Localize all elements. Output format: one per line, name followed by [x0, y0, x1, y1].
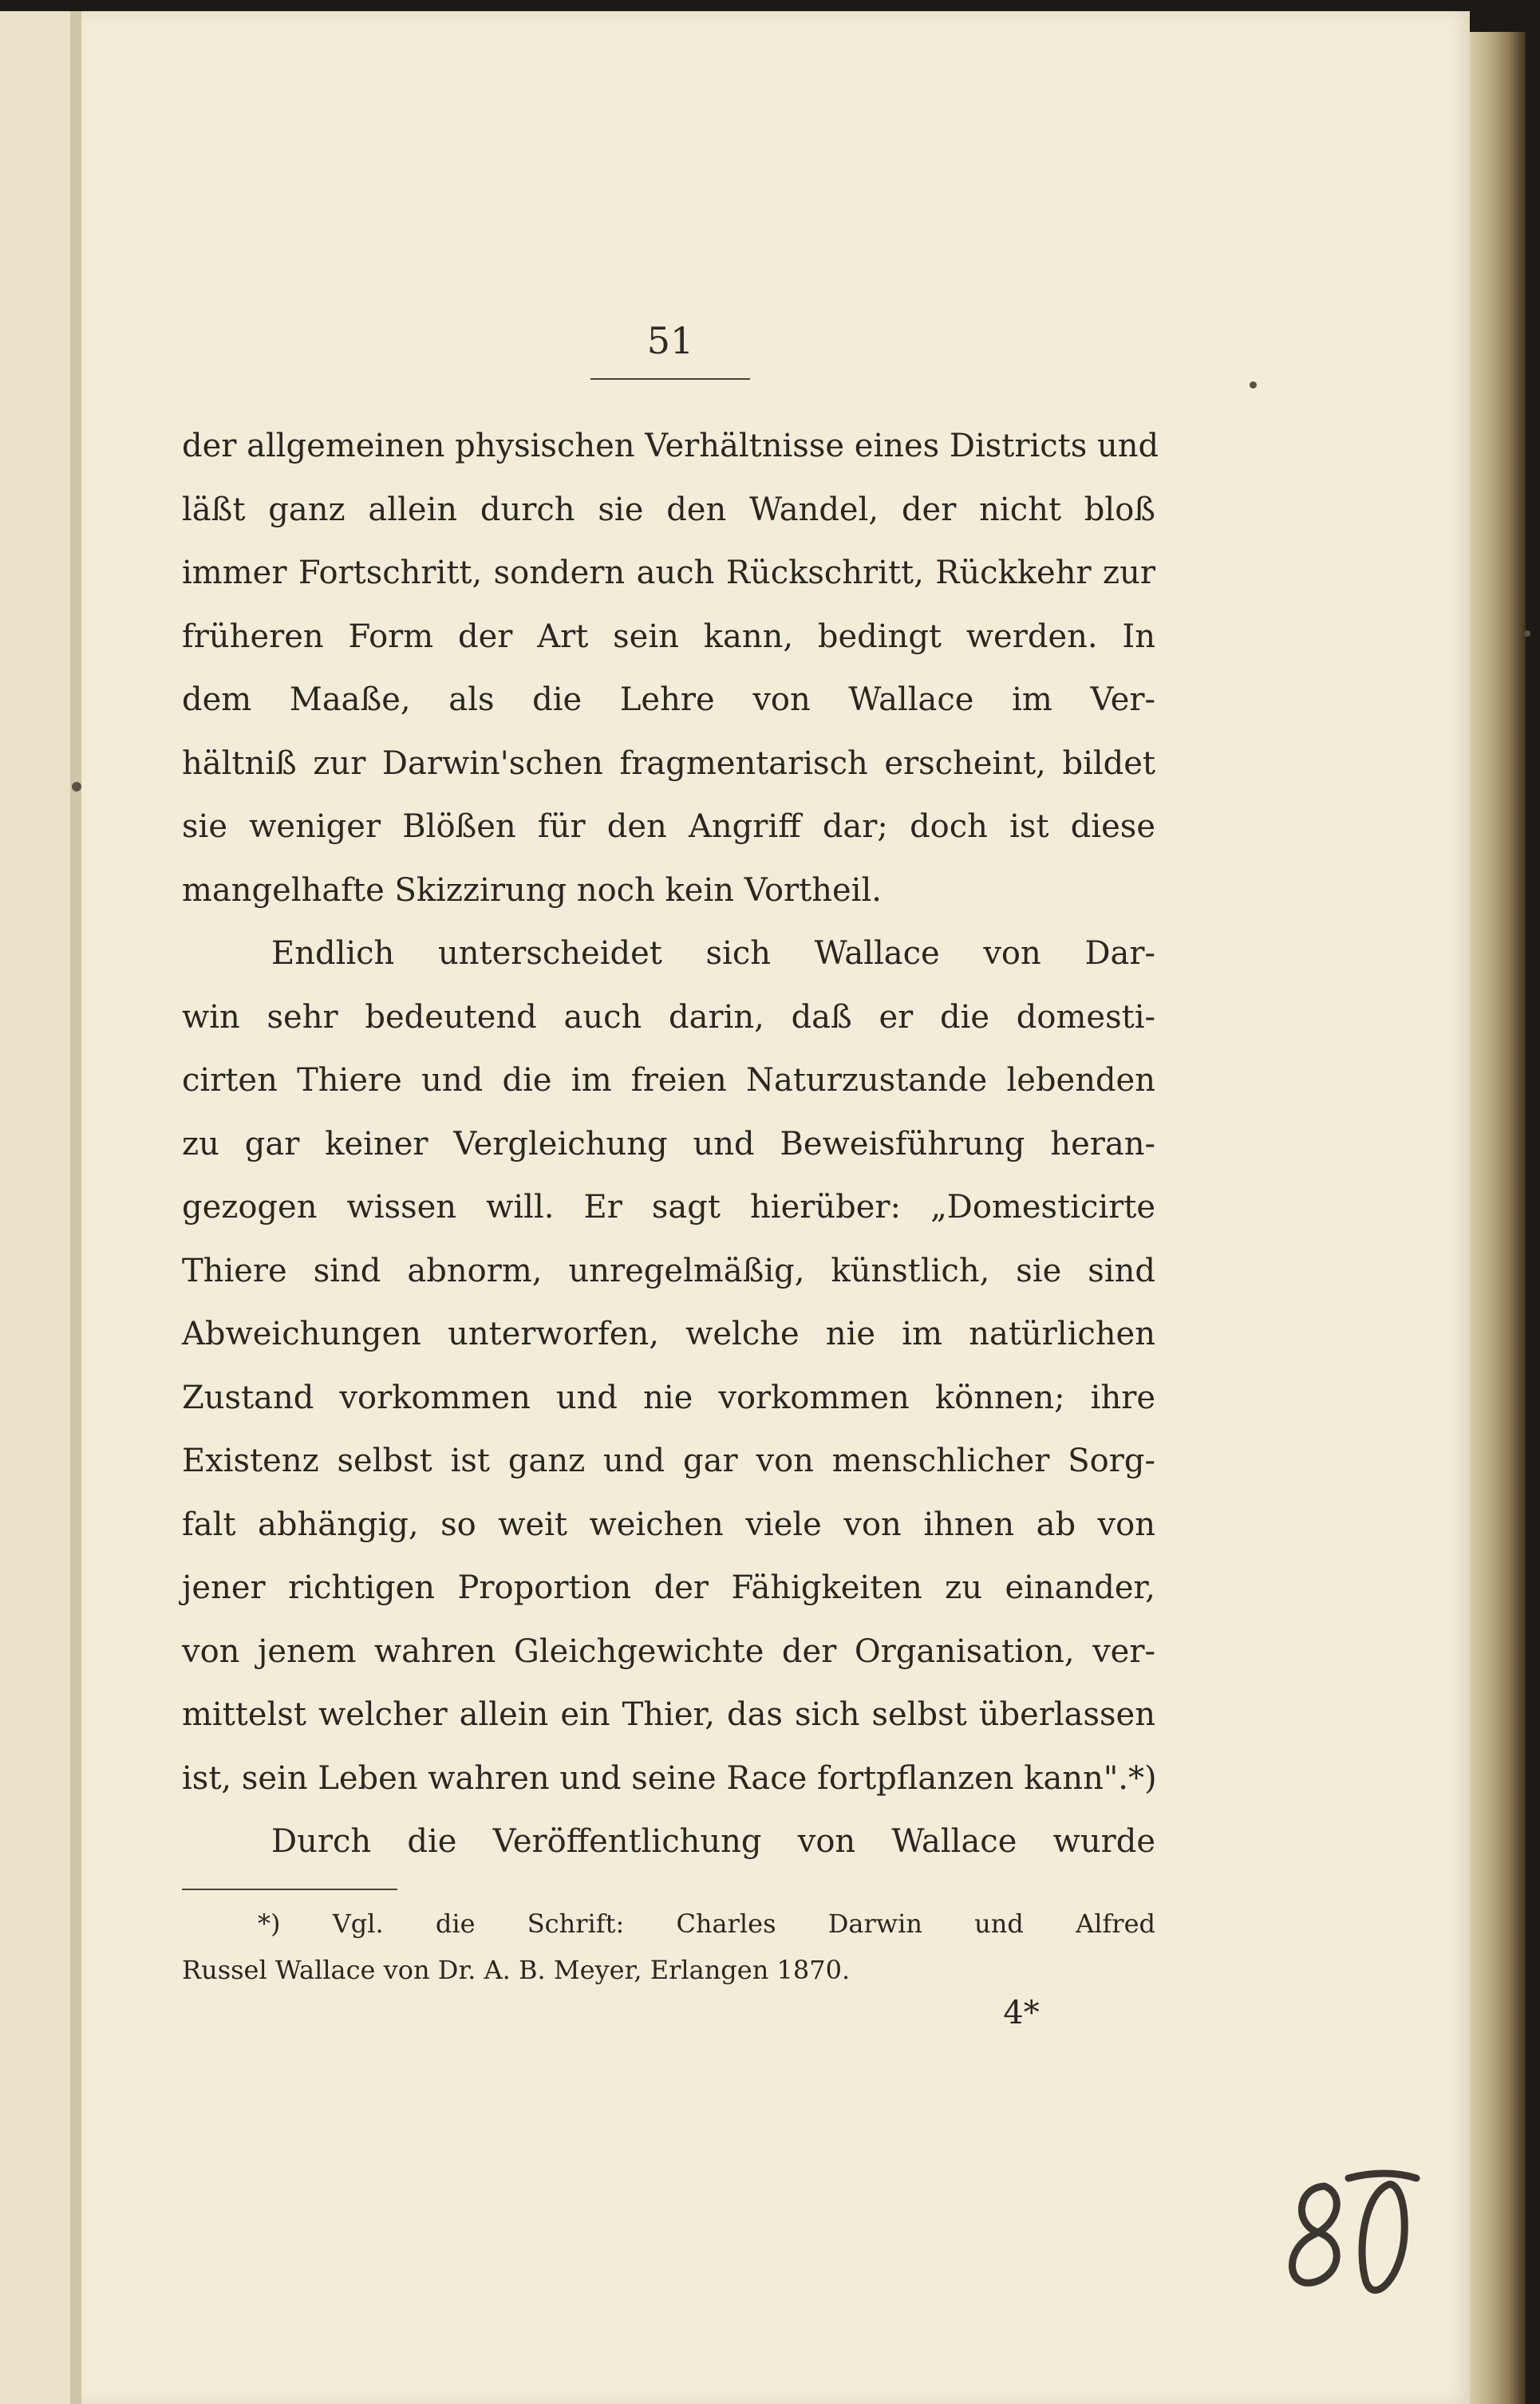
text-line: von jenem wahren Gleichgewichte der Organisation, ver-: [182, 1632, 1155, 1670]
body-text: [182, 415, 1159, 1874]
text-line: Endlich unterscheidet sich Wallace von Dar-: [271, 935, 1155, 972]
text-line: dem Maaße, als die Lehre von Wallace im Ver-: [182, 681, 1155, 718]
text-line: cirten Thiere und die im freien Naturzustande lebenden: [182, 1062, 1155, 1099]
text-line: der allgemeinen physischen Verhältnisse eines Districts und: [182, 428, 1159, 464]
text-line: mangelhafte Skizzirung noch kein Vortheil.: [182, 871, 882, 909]
text-line: zu gar keiner Vergleichung und Beweisführung heran-: [182, 1125, 1155, 1163]
page-number-rule: [590, 378, 750, 380]
text-line: jener richtigen Proportion der Fähigkeiten zu einander,: [182, 1569, 1155, 1606]
footnote-line: Russel Wallace von Dr. A. B. Meyer, Erlangen 1870.: [182, 1955, 851, 1985]
text-line: mittelst welcher allein ein Thier, das sich selbst überlassen: [182, 1696, 1155, 1733]
text-line: Existenz selbst ist ganz und gar von menschlicher Sorg-: [182, 1443, 1155, 1479]
text-line: läßt ganz allein durch sie den Wandel, der nicht bloß: [182, 491, 1155, 528]
ink-speck: [1524, 630, 1530, 637]
footnote-line: *) Vgl. die Schrift: Charles Darwin und Alfred: [258, 1909, 1155, 1939]
footnote-rule: [182, 1889, 397, 1890]
text-line: sie weniger Blößen für den Angriff dar; doch ist diese: [182, 808, 1155, 845]
text-line: falt abhängig, so weit weichen viele von ihnen ab von: [182, 1506, 1155, 1543]
text-line: immer Fortschritt, sondern auch Rückschritt, Rückkehr zur: [182, 555, 1155, 591]
text-line: hältniß zur Darwin'schen fragmentarisch erscheint, bildet: [182, 744, 1155, 782]
text-line: Zustand vorkommen und nie vorkommen können; ihre: [182, 1379, 1155, 1416]
page-stack-edge: [1470, 32, 1526, 2404]
footnotes: [182, 1901, 1155, 1993]
text-line: Abweichungen unterworfen, welche nie im natürlichen: [182, 1316, 1155, 1352]
text-line: Durch die Veröffentlichung von Wallace wurde: [271, 1823, 1155, 1860]
text-line: früheren Form der Art sein kann, bedingt werden. In: [182, 618, 1155, 655]
previous-page-edge: [0, 11, 81, 2404]
ink-speck: [1250, 381, 1257, 389]
text-line: Thiere sind abnorm, unregelmäßig, künstlich, sie sind: [182, 1252, 1155, 1289]
text-line: win sehr bedeutend auch darin, daß er die domesti-: [182, 998, 1155, 1036]
text-line: ist, sein Leben wahren und seine Race fortpflanzen kann".*): [182, 1759, 1157, 1797]
handwritten-folio-number: [1269, 2154, 1428, 2314]
page-number: 51: [646, 319, 694, 362]
ink-speck: [72, 782, 81, 791]
signature-mark: 4*: [1003, 1995, 1040, 2031]
text-line: gezogen wissen will. Er sagt hierüber: „Domesticirte: [182, 1189, 1155, 1226]
